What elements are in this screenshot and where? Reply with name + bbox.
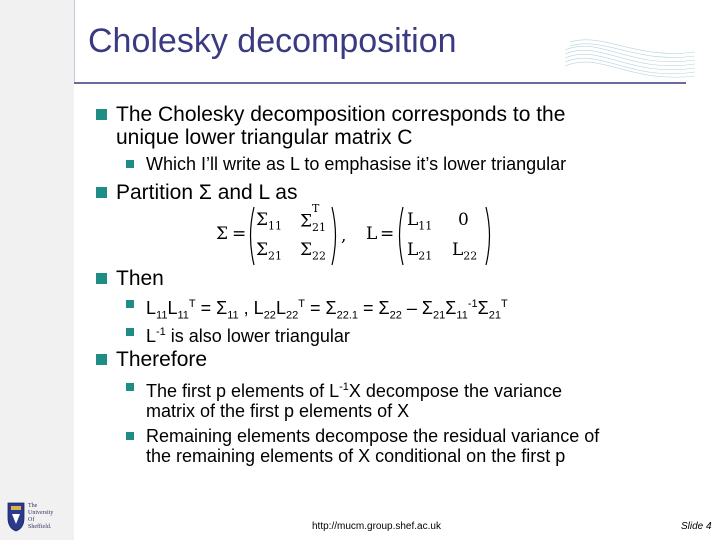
- left-sidebar: [0, 0, 74, 540]
- left-paren: [246, 205, 256, 267]
- university-crest-logo: [6, 500, 26, 532]
- eq-part: L: [167, 298, 178, 318]
- subbullet-line: [146, 377, 562, 401]
- sigma-21-transpose: [300, 202, 327, 235]
- l-11-subscript: 11: [418, 219, 433, 233]
- eq-part: L: [146, 298, 157, 318]
- eq-part: Σ: [477, 298, 489, 318]
- sigma-21: [256, 240, 282, 262]
- l-22-symbol: L: [452, 240, 464, 260]
- sigma-11-symbol: Σ: [256, 210, 269, 230]
- eq-subscript: 11: [227, 309, 239, 322]
- eq-subscript: 11: [156, 309, 168, 322]
- bullet-marker: [96, 109, 107, 120]
- bullet-text: Partition Σ and L as: [116, 181, 298, 204]
- l-11-symbol: L: [407, 210, 419, 230]
- subbullet-marker: [126, 432, 134, 440]
- sigma-22-symbol: Σ: [300, 240, 313, 260]
- right-paren: [330, 205, 340, 267]
- eq-superscript: T: [298, 298, 305, 310]
- university-name-logo-text: [28, 503, 53, 531]
- l-22-subscript: 22: [463, 249, 478, 263]
- bullet-text: Therefore: [116, 348, 208, 371]
- eq-subscript: 22: [263, 309, 276, 322]
- equals-sign: =: [232, 224, 247, 244]
- l-21-symbol: L: [407, 240, 419, 260]
- sigma-11: [256, 210, 282, 232]
- eq-part: – Σ: [401, 298, 434, 318]
- l-symbol-text: L: [146, 326, 157, 346]
- subbullet-text: Which I’ll write as L to emphasise it’s lower triangular: [146, 154, 567, 174]
- eq-subscript: 22: [389, 309, 402, 322]
- subbullet-text: [146, 322, 350, 346]
- bullet-text: [116, 103, 565, 149]
- partition-equation: [212, 203, 502, 269]
- l-22: [452, 240, 477, 262]
- equals-sign-2: =: [380, 224, 395, 244]
- eq-subscript: 22.1: [336, 309, 358, 322]
- decorative-wave-graphic: [560, 30, 700, 90]
- sigma-22: [300, 240, 326, 262]
- subbullet-text: [146, 294, 508, 326]
- zero-entry: 0: [458, 210, 469, 230]
- footer-url: http://mucm.group.shef.ac.uk: [312, 521, 441, 532]
- title-vertical-rule: [74, 0, 75, 82]
- comma: ,: [341, 226, 347, 246]
- subbullet-marker: [126, 383, 134, 391]
- eq-superscript: -1: [467, 298, 478, 310]
- subbullet-line: matrix of the first p elements of X: [146, 401, 410, 421]
- eq-subscript: 22: [285, 309, 299, 322]
- eq-part: = Σ: [304, 298, 337, 318]
- inverse-superscript: -1: [339, 381, 349, 393]
- subbullet-text: [146, 426, 599, 466]
- subbullet-marker: [126, 328, 134, 336]
- text-part: X decompose the variance: [348, 381, 563, 401]
- sigma-21T-symbol: Σ: [300, 211, 313, 232]
- sigma-11-subscript: 11: [268, 219, 283, 233]
- eq-superscript: T: [501, 298, 508, 310]
- sigma-symbol: Σ: [216, 224, 229, 244]
- l-21: [407, 240, 432, 262]
- sigma-21-subscript: 21: [268, 249, 283, 263]
- eq-subscript: 21: [433, 309, 446, 322]
- eq-part: = Σ: [358, 298, 390, 318]
- eq-superscript: T: [188, 298, 196, 310]
- bullet-marker: [96, 354, 107, 365]
- logo-line: Sheffield.: [28, 524, 52, 530]
- text-part: is also lower triangular: [165, 326, 350, 346]
- subbullet-marker: [126, 300, 134, 308]
- l-symbol: L: [366, 224, 378, 244]
- bullet-marker: [96, 273, 107, 284]
- bullet-line: unique lower triangular matrix C: [116, 126, 413, 149]
- logo-line: University: [28, 510, 54, 516]
- sigma-21T-superscript: T: [312, 202, 320, 215]
- sigma-21-symbol: Σ: [256, 240, 269, 260]
- eq-part: L: [275, 298, 286, 318]
- l-21-subscript: 21: [418, 249, 433, 263]
- bullet-line: The Cholesky decomposition corresponds to the: [116, 103, 566, 126]
- eq-subscript: 21: [488, 309, 502, 322]
- subbullet-line: the remaining elements of X conditional on the first p: [146, 446, 566, 466]
- slide-title: Cholesky decomposition: [88, 22, 457, 60]
- eq-part: = Σ: [195, 298, 228, 318]
- eq-part: , L: [238, 298, 264, 318]
- bullet-marker: [96, 187, 107, 198]
- slide-number: Slide 4: [681, 521, 712, 532]
- eq-subscript: 11: [456, 309, 468, 322]
- l-11: [407, 210, 432, 232]
- eq-subscript: 11: [177, 309, 189, 322]
- bullet-text: Then: [116, 267, 164, 290]
- logo-line: Of: [28, 517, 35, 523]
- text-part: The first p elements of L: [146, 381, 340, 401]
- sigma-22-subscript: 22: [312, 249, 327, 263]
- subbullet-text: [146, 377, 562, 421]
- subbullet-marker: [126, 160, 134, 168]
- sigma-21T-subscript: 21: [312, 221, 327, 235]
- left-paren-2: [395, 205, 405, 267]
- inverse-superscript: -1: [156, 326, 166, 338]
- eq-part: Σ: [445, 298, 457, 318]
- right-paren-2: [484, 205, 494, 267]
- logo-line: The: [28, 503, 38, 509]
- subbullet-line: Remaining elements decompose the residual variance of: [146, 426, 600, 446]
